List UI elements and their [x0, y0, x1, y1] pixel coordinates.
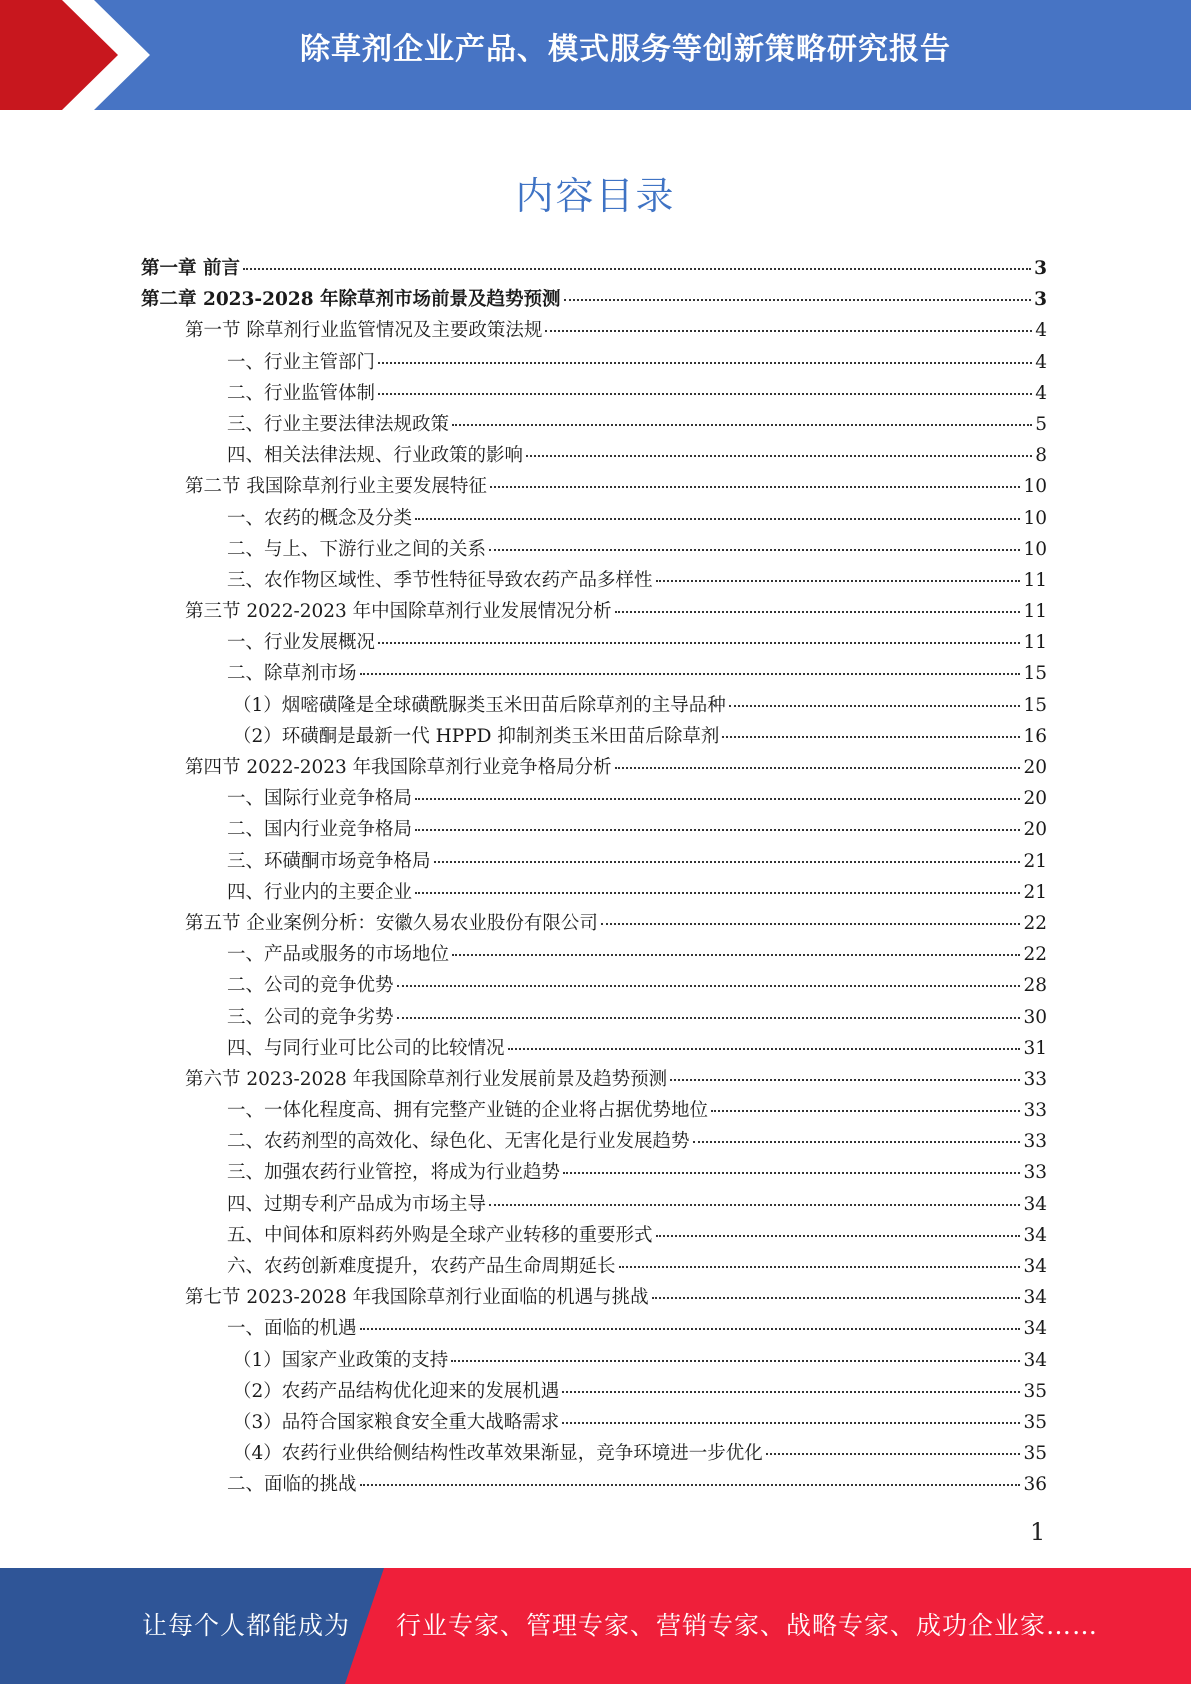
toc-entry-label: 三、公司的竞争劣势: [227, 1006, 394, 1028]
toc-entry[interactable]: [141, 1096, 1047, 1127]
toc-entry-label: 四、过期专利产品成为市场主导: [227, 1193, 487, 1215]
toc-dot-leader: [489, 1203, 1020, 1206]
toc-dot-leader: [397, 1016, 1021, 1019]
toc-dot-leader: [722, 735, 1020, 738]
toc-entry-label: 一、农药的概念及分类: [227, 507, 413, 529]
toc-entry-label: 二、农药剂型的高效化、绿色化、无害化是行业发展趋势: [227, 1131, 690, 1153]
toc-entry-page: 35: [1023, 1411, 1047, 1433]
toc-dot-leader: [766, 1452, 1021, 1455]
toc-entry-label: 一、产品或服务的市场地位: [227, 944, 450, 966]
toc-dot-leader: [415, 828, 1020, 831]
toc-entry[interactable]: [141, 940, 1047, 971]
toc-entry-page: 10: [1023, 507, 1047, 529]
toc-dot-leader: [615, 766, 1021, 769]
toc-entry-page: 21: [1023, 850, 1047, 872]
page-number: 1: [1030, 1518, 1046, 1546]
toc-entry[interactable]: [141, 285, 1047, 316]
toc-entry-page: 30: [1023, 1006, 1047, 1028]
toc-entry-label: 四、相关法律法规、行业政策的影响: [227, 445, 524, 467]
toc-entry[interactable]: [141, 971, 1047, 1002]
toc-entry[interactable]: [141, 1127, 1047, 1158]
toc-entry-label: 第一章 前言: [141, 258, 240, 279]
toc-entry-label: （2）环磺酮是最新一代 HPPD 抑制剂类玉米田苗后除草剂: [233, 725, 720, 747]
toc-entry-label: 第四节 2022-2023 年我国除草剂行业竞争格局分析: [185, 757, 612, 778]
toc-entry[interactable]: [141, 1065, 1047, 1096]
toc-entry-page: 31: [1023, 1037, 1047, 1059]
toc-dot-leader: [562, 1421, 1020, 1424]
footer-slogan-left: 让每个人都能成为: [142, 1611, 351, 1640]
toc-entry[interactable]: [141, 1377, 1047, 1408]
toc-entry-label: 四、行业内的主要企业: [227, 881, 413, 903]
toc-entry[interactable]: [141, 597, 1047, 628]
toc-dot-leader: [508, 1047, 1021, 1050]
toc-entry[interactable]: [141, 659, 1047, 690]
toc-dot-leader: [397, 984, 1021, 987]
toc-dot-leader: [360, 672, 1021, 675]
toc-entry-label: 二、与上、下游行业之间的关系: [227, 538, 487, 560]
toc-dot-leader: [693, 1140, 1021, 1143]
toc-dot-leader: [451, 1359, 1020, 1362]
toc-entry-page: 11: [1023, 632, 1047, 654]
toc-entry-label: 三、环磺酮市场竞争格局: [227, 850, 431, 872]
toc-entry-label: 第七节 2023-2028 年我国除草剂行业面临的机遇与挑战: [185, 1287, 649, 1309]
toc-entry-page: 36: [1023, 1474, 1047, 1496]
toc-entry-label: （1）国家产业政策的支持: [233, 1349, 449, 1371]
toc-entry-page: 15: [1023, 694, 1047, 716]
toc-entry[interactable]: [141, 628, 1047, 659]
toc-entry-label: 一、行业发展概况: [227, 632, 376, 654]
toc-dot-leader: [489, 548, 1020, 551]
toc-entry-label: 第六节 2023-2028 年我国除草剂行业发展前景及趋势预测: [185, 1068, 668, 1090]
toc-dot-leader: [563, 1171, 1020, 1174]
toc-dot-leader: [711, 1109, 1020, 1112]
toc-entry-page: 10: [1023, 476, 1047, 498]
toc-dot-leader: [545, 329, 1032, 332]
footer-banner: [0, 1568, 1191, 1684]
toc-entry-page: 33: [1023, 1068, 1047, 1090]
toc-entry-page: 28: [1023, 975, 1047, 997]
toc-dot-leader: [562, 1390, 1020, 1393]
toc-entry-page: 11: [1023, 569, 1047, 591]
toc-dot-leader: [360, 1327, 1021, 1330]
toc-entry[interactable]: [141, 722, 1047, 753]
toc-entry-label: 五、中间体和原料药外购是全球产业转移的重要形式: [227, 1224, 653, 1246]
toc-entry-page: 10: [1023, 538, 1047, 560]
toc-dot-leader: [452, 953, 1020, 956]
toc-heading: 内容目录: [515, 174, 676, 218]
toc-entry[interactable]: [141, 379, 1047, 410]
toc-entry-page: 5: [1035, 413, 1047, 435]
toc-dot-leader: [670, 1078, 1020, 1081]
toc-dot-leader: [360, 1483, 1021, 1486]
toc-dot-leader: [619, 1265, 1021, 1268]
toc-entry-page: 33: [1023, 1162, 1047, 1184]
toc-entry[interactable]: [141, 878, 1047, 909]
toc-entry[interactable]: [141, 254, 1047, 285]
toc-dot-leader: [656, 579, 1021, 582]
toc-entry[interactable]: [141, 504, 1047, 535]
toc-entry-page: 34: [1023, 1193, 1047, 1215]
toc-entry-page: 4: [1035, 351, 1047, 373]
toc-entry-label: 三、农作物区域性、季节性特征导致农药产品多样性: [227, 569, 653, 591]
toc-entry-page: 3: [1034, 258, 1047, 279]
toc-entry[interactable]: [141, 1003, 1047, 1034]
toc-entry-label: 四、与同行业可比公司的比较情况: [227, 1037, 505, 1059]
toc-dot-leader: [452, 423, 1032, 426]
toc-entry-label: 第一节 除草剂行业监管情况及主要政策法规: [185, 320, 543, 342]
toc-entry[interactable]: [141, 753, 1047, 784]
toc-dot-leader: [378, 361, 1032, 364]
toc-entry[interactable]: [141, 847, 1047, 878]
toc-entry-label: 二、除草剂市场: [227, 663, 357, 685]
toc-entry[interactable]: [141, 1408, 1047, 1439]
toc-entry[interactable]: [141, 1283, 1047, 1314]
toc-entry-label: （1）烟嘧磺隆是全球磺酰脲类玉米田苗后除草剂的主导品种: [233, 694, 726, 716]
toc-entry-page: 4: [1035, 382, 1047, 404]
toc-entry-label: 一、面临的机遇: [227, 1318, 357, 1340]
toc-dot-leader: [243, 267, 1031, 270]
toc-entry-page: 3: [1034, 289, 1047, 311]
toc-entry-page: 35: [1023, 1380, 1047, 1402]
toc-entry-label: 二、面临的挑战: [227, 1474, 357, 1496]
toc-entry-label: 第三节 2022-2023 年中国除草剂行业发展情况分析: [185, 601, 612, 623]
toc-entry-page: 33: [1023, 1100, 1047, 1122]
toc-dot-leader: [378, 641, 1020, 644]
toc-entry-page: 4: [1035, 320, 1047, 342]
toc-entry-label: 二、国内行业竞争格局: [227, 819, 413, 841]
toc-entry[interactable]: [141, 1314, 1047, 1345]
toc-entry[interactable]: [141, 1439, 1047, 1470]
toc-entry[interactable]: [141, 472, 1047, 503]
toc-entry-page: 20: [1023, 819, 1047, 841]
toc-entry-page: 20: [1023, 788, 1047, 810]
toc-entry[interactable]: [141, 815, 1047, 846]
header-banner: [0, 0, 1191, 110]
toc-entry[interactable]: [141, 1221, 1047, 1252]
toc-dot-leader: [415, 891, 1020, 894]
toc-entry[interactable]: [141, 316, 1047, 347]
toc-entry-page: 8: [1035, 445, 1047, 467]
toc-dot-leader: [601, 922, 1021, 925]
toc-entry[interactable]: [141, 1346, 1047, 1377]
toc-entry-label: 一、国际行业竞争格局: [227, 788, 413, 810]
toc-entry-label: 第二节 我国除草剂行业主要发展特征: [185, 476, 487, 498]
toc-entry[interactable]: [141, 691, 1047, 722]
toc-entry-label: 一、一体化程度高、拥有完整产业链的企业将占据优势地位: [227, 1100, 709, 1122]
toc-entry[interactable]: [141, 1158, 1047, 1189]
toc-entry-page: 34: [1023, 1349, 1047, 1371]
toc-entry-page: 21: [1023, 881, 1047, 903]
toc-entry-label: （4）农药行业供给侧结构性改革效果渐显，竞争环境进一步优化: [233, 1443, 763, 1465]
report-title: 除草剂企业产品、模式服务等创新策略研究报告: [300, 32, 951, 67]
toc-entry[interactable]: [141, 1190, 1047, 1221]
toc-entry-page: 35: [1023, 1443, 1047, 1465]
toc-entry-label: 第二章 2023-2028 年除草剂市场前景及趋势预测: [141, 289, 561, 311]
toc-entry[interactable]: [141, 441, 1047, 472]
toc-entry[interactable]: [141, 566, 1047, 597]
toc-dot-leader: [729, 704, 1021, 707]
toc-entry-page: 22: [1023, 944, 1047, 966]
toc-entry-label: 二、公司的竞争优势: [227, 975, 394, 997]
toc-entry-page: 34: [1023, 1287, 1047, 1309]
toc-dot-leader: [415, 517, 1020, 520]
toc-entry[interactable]: [141, 410, 1047, 441]
toc-dot-leader: [652, 1296, 1021, 1299]
toc-entry[interactable]: [141, 784, 1047, 815]
toc-entry[interactable]: [141, 909, 1047, 940]
table-of-contents: [141, 254, 1047, 1502]
toc-entry[interactable]: [141, 1470, 1047, 1501]
toc-entry-label: 三、加强农药行业管控，将成为行业趋势: [227, 1162, 561, 1184]
toc-entry[interactable]: [141, 535, 1047, 566]
toc-dot-leader: [378, 392, 1032, 395]
toc-entry-label: 第五节 企业案例分析：安徽久易农业股份有限公司: [185, 912, 598, 934]
footer-slogan-right: 行业专家、管理专家、营销专家、战略专家、成功企业家……: [396, 1611, 1099, 1640]
toc-entry-page: 16: [1023, 725, 1047, 747]
toc-dot-leader: [564, 298, 1032, 301]
toc-entry-page: 34: [1023, 1318, 1047, 1340]
toc-dot-leader: [526, 454, 1032, 457]
toc-entry-page: 22: [1023, 912, 1047, 934]
toc-entry-label: 三、行业主要法律法规政策: [227, 413, 450, 435]
toc-entry-page: 34: [1023, 1224, 1047, 1246]
toc-entry-page: 33: [1023, 1131, 1047, 1153]
toc-entry-page: 20: [1023, 757, 1047, 778]
toc-dot-leader: [615, 610, 1021, 613]
toc-dot-leader: [434, 860, 1021, 863]
toc-entry-label: 六、农药创新难度提升，农药产品生命周期延长: [227, 1256, 616, 1277]
toc-dot-leader: [490, 485, 1021, 488]
toc-entry-label: 二、行业监管体制: [227, 382, 376, 404]
toc-entry-page: 34: [1023, 1256, 1047, 1277]
toc-dot-leader: [656, 1234, 1021, 1237]
toc-entry-label: 一、行业主管部门: [227, 351, 376, 373]
toc-entry[interactable]: [141, 1252, 1047, 1283]
toc-dot-leader: [415, 797, 1020, 800]
toc-entry[interactable]: [141, 1034, 1047, 1065]
toc-entry-page: 11: [1023, 601, 1047, 623]
toc-entry-page: 15: [1023, 663, 1047, 685]
toc-entry[interactable]: [141, 348, 1047, 379]
toc-entry-label: （3）品符合国家粮食安全重大战略需求: [233, 1411, 560, 1433]
toc-entry-label: （2）农药产品结构优化迎来的发展机遇: [233, 1380, 560, 1402]
